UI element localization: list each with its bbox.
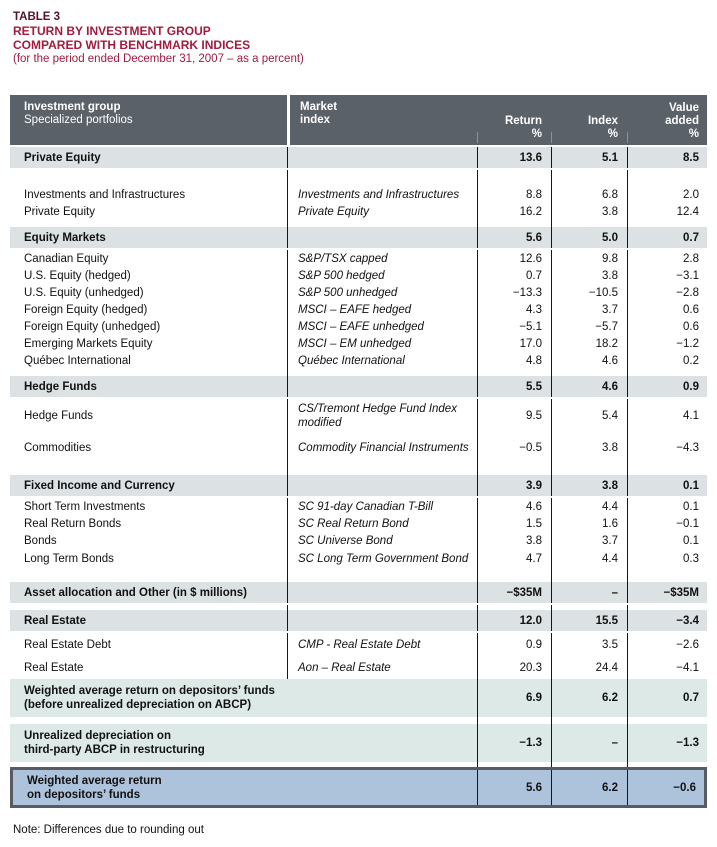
return-cell: 13.6 [477, 147, 551, 168]
table-row-total [10, 679, 707, 717]
investment-group-cell: Québec International [24, 354, 131, 367]
header-return-label: Return [504, 115, 542, 127]
investment-group-cell: Canadian Equity [24, 252, 109, 265]
table-row-detail [10, 549, 707, 569]
index-cell: 3.8 [551, 267, 627, 284]
investment-group-cell: U.S. Equity (hedged) [24, 269, 131, 282]
table-row-total [10, 724, 707, 762]
table-row-gap [10, 369, 707, 376]
value-added-cell: 0.3 [627, 549, 707, 569]
gap-cell [287, 463, 477, 475]
value-added-cell: 2.8 [627, 250, 707, 267]
table-row-detail [10, 399, 707, 433]
return-cell: 12.6 [477, 250, 551, 267]
market-index-cell [287, 227, 477, 248]
gap-cell [287, 220, 477, 227]
gap-cell [627, 369, 707, 376]
gap-cell [627, 463, 707, 475]
investment-group-cell: Bonds [24, 534, 57, 547]
return-cell: 6.9 [477, 679, 551, 717]
value-added-cell: −4.3 [627, 433, 707, 463]
header-value-added [627, 95, 707, 145]
index-cell: 3.7 [551, 532, 627, 549]
return-cell: 17.0 [477, 335, 551, 352]
index-cell: 3.5 [551, 633, 627, 656]
investment-group-cell: Foreign Equity (unhedged) [24, 320, 161, 333]
gap-cell [551, 463, 627, 475]
gap-cell [10, 569, 287, 582]
return-cell: −5.1 [477, 318, 551, 335]
index-cell: 18.2 [551, 335, 627, 352]
gap-cell [287, 170, 477, 186]
index-cell: 6.2 [551, 770, 627, 805]
gap-cell [477, 170, 551, 186]
index-cell: 6.2 [551, 679, 627, 717]
table-row-detail [10, 318, 707, 335]
return-cell: 3.9 [477, 475, 551, 496]
gap-cell [551, 220, 627, 227]
return-cell: 5.6 [477, 770, 551, 805]
gap-cell [10, 369, 287, 376]
gap-cell [10, 717, 477, 724]
return-cell: −0.5 [477, 433, 551, 463]
market-index-cell: MSCI – EM unhedged [287, 335, 477, 352]
header-market-index-line2: index [300, 114, 331, 126]
market-index-cell: SC Long Term Government Bond [287, 549, 477, 569]
market-index-cell: CS/Tremont Hedge Fund Index modified [287, 399, 477, 433]
investment-group-cell: Investments and Infrastructures [24, 188, 186, 201]
investment-group-cell [10, 724, 477, 762]
investment-group-cell-line: third-party ABCP in restructuring [24, 744, 205, 756]
return-cell: −$35M [477, 582, 551, 603]
market-index-cell [287, 610, 477, 631]
return-cell: 4.3 [477, 301, 551, 318]
index-cell: −10.5 [551, 284, 627, 301]
table-row-section [10, 582, 707, 603]
investment-group-cell: Short Term Investments [24, 500, 146, 513]
investment-group-cell-line: Unrealized depreciation on [24, 730, 171, 742]
header-return [477, 95, 551, 145]
value-added-cell: 0.6 [627, 318, 707, 335]
value-added-cell: 0.2 [627, 352, 707, 369]
header-market-index [287, 95, 477, 145]
market-index-cell: Québec International [287, 352, 477, 369]
market-index-cell [287, 147, 477, 168]
table-row-detail [10, 250, 707, 267]
header-return-pct: % [531, 128, 542, 140]
table-row-detail [10, 352, 707, 369]
table-row-detail [10, 301, 707, 318]
table-row-gap [10, 463, 707, 475]
value-added-cell: −2.8 [627, 284, 707, 301]
footnote: Note: Differences due to rounding out [13, 824, 204, 836]
index-cell: 3.7 [551, 301, 627, 318]
gap-cell [551, 569, 627, 582]
market-index-cell: S&P/TSX capped [287, 250, 477, 267]
value-added-cell: 2.0 [627, 186, 707, 203]
header-index-label: Index [587, 115, 618, 127]
market-index-cell: MSCI – EAFE unhedged [287, 318, 477, 335]
value-added-cell: 0.1 [627, 475, 707, 496]
table-row-detail [10, 284, 707, 301]
investment-group-cell: Foreign Equity (hedged) [24, 303, 148, 316]
return-cell: 16.2 [477, 203, 551, 220]
value-added-cell: −4.1 [627, 656, 707, 679]
gap-cell [10, 762, 477, 767]
investment-group-cell: Real Estate [24, 614, 87, 627]
market-index-cell: Private Equity [287, 203, 477, 220]
gap-cell [287, 369, 477, 376]
index-cell: – [551, 582, 627, 603]
table-row-gap [10, 569, 707, 582]
value-added-cell: 0.1 [627, 532, 707, 549]
index-cell: 4.6 [551, 376, 627, 397]
return-cell: 9.5 [477, 399, 551, 433]
title-block [13, 10, 304, 66]
market-index-cell [287, 582, 477, 603]
investment-group-cell-line: (before unrealized depreciation on ABCP) [24, 699, 252, 711]
investment-group-cell: Commodities [24, 442, 92, 454]
gap-cell [10, 463, 287, 475]
index-cell: 9.8 [551, 250, 627, 267]
index-cell: 3.8 [551, 475, 627, 496]
investment-group-cell: U.S. Equity (unhedged) [24, 286, 144, 299]
table-row-detail [10, 335, 707, 352]
table-header [10, 95, 707, 145]
index-cell: 6.8 [551, 186, 627, 203]
market-index-cell: MSCI – EAFE hedged [287, 301, 477, 318]
gap-cell [627, 220, 707, 227]
table-row-gap [10, 220, 707, 227]
table-row-detail [10, 633, 707, 656]
gap-cell [627, 762, 707, 767]
market-index-cell: CMP - Real Estate Debt [287, 633, 477, 656]
gap-cell [551, 762, 627, 767]
return-cell: 4.7 [477, 549, 551, 569]
title-line-1: RETURN BY INVESTMENT GROUP [13, 24, 211, 38]
value-added-cell: −0.6 [627, 770, 704, 805]
index-cell: 24.4 [551, 656, 627, 679]
table-row-section [10, 376, 707, 397]
index-cell: 4.6 [551, 352, 627, 369]
gap-cell [477, 762, 551, 767]
investment-group-cell: Hedge Funds [24, 410, 94, 422]
investment-group-cell [10, 679, 477, 717]
value-added-cell: 12.4 [627, 203, 707, 220]
value-added-cell: 0.9 [627, 376, 707, 397]
value-added-cell: −0.1 [627, 515, 707, 532]
gap-cell [477, 369, 551, 376]
gap-cell [551, 717, 627, 724]
index-cell: 4.4 [551, 549, 627, 569]
table-row-detail [10, 203, 707, 220]
table-row-detail [10, 656, 707, 679]
market-index-cell [287, 376, 477, 397]
value-added-cell: 0.1 [627, 498, 707, 515]
table-row-section [10, 227, 707, 248]
gap-cell [551, 369, 627, 376]
market-index-cell: SC Universe Bond [287, 532, 477, 549]
investment-group-cell: Equity Markets [24, 231, 106, 244]
return-cell: 12.0 [477, 610, 551, 631]
gap-cell [477, 569, 551, 582]
index-cell: 3.8 [551, 433, 627, 463]
index-cell: 5.0 [551, 227, 627, 248]
index-cell: −5.7 [551, 318, 627, 335]
header-value-added-pct: % [688, 128, 699, 140]
return-cell: 0.7 [477, 267, 551, 284]
value-added-cell: 4.1 [627, 399, 707, 433]
index-cell: 5.4 [551, 399, 627, 433]
investment-group-cell: Asset allocation and Other (in $ millions) [24, 586, 248, 599]
market-index-cell: SC 91-day Canadian T-Bill [287, 498, 477, 515]
return-cell: 5.6 [477, 227, 551, 248]
value-added-cell: −3.4 [627, 610, 707, 631]
return-cell: 20.3 [477, 656, 551, 679]
table-row-gap [10, 762, 707, 767]
table-row-detail [10, 515, 707, 532]
header-index-pct: % [607, 128, 618, 140]
table-row-section [10, 475, 707, 496]
value-added-cell: 8.5 [627, 147, 707, 168]
investment-group-cell-line: on depositors’ funds [27, 788, 141, 801]
return-cell: 8.8 [477, 186, 551, 203]
gap-cell [627, 170, 707, 186]
investment-group-cell: Emerging Markets Equity [24, 337, 153, 350]
index-cell: – [551, 724, 627, 762]
gap-cell [627, 717, 707, 724]
market-index-cell [287, 475, 477, 496]
gap-cell [551, 170, 627, 186]
investment-group-cell: Hedge Funds [24, 380, 97, 393]
return-cell: −13.3 [477, 284, 551, 301]
index-cell: 3.8 [551, 203, 627, 220]
return-cell: −1.3 [477, 724, 551, 762]
return-cell: 4.6 [477, 498, 551, 515]
value-added-cell: −2.6 [627, 633, 707, 656]
header-value-added-line1: Value [668, 102, 699, 114]
investment-group-cell: Fixed Income and Currency [24, 479, 175, 492]
table-row-detail [10, 433, 707, 463]
value-added-cell: −1.2 [627, 335, 707, 352]
value-added-cell: 0.7 [627, 679, 707, 717]
title-line-2: COMPARED WITH BENCHMARK INDICES [13, 38, 251, 52]
header-index [551, 95, 627, 145]
table-row-detail [10, 532, 707, 549]
index-cell: 1.6 [551, 515, 627, 532]
value-added-cell: −1.3 [627, 724, 707, 762]
gap-cell [477, 717, 551, 724]
table-row-detail [10, 498, 707, 515]
market-index-cell: SC Real Return Bond [287, 515, 477, 532]
investment-group-cell-line: Weighted average return on depositors’ funds [24, 685, 275, 697]
header-investment-group-line1: Investment group [24, 101, 121, 113]
gap-cell [627, 569, 707, 582]
return-cell: 5.5 [477, 376, 551, 397]
header-market-index-line1: Market [300, 101, 338, 113]
gap-cell [477, 220, 551, 227]
value-added-cell: 0.7 [627, 227, 707, 248]
market-index-cell: Aon – Real Estate [287, 656, 477, 679]
table-row-detail [10, 186, 707, 203]
return-cell: 0.9 [477, 633, 551, 656]
market-index-cell: Investments and Infrastructures [287, 186, 477, 203]
investment-group-cell: Long Term Bonds [24, 553, 114, 565]
gap-cell [477, 463, 551, 475]
value-added-cell: −$35M [627, 582, 707, 603]
header-value-added-line2: added [665, 115, 699, 127]
table-row-section [10, 147, 707, 168]
investment-group-cell: Real Estate Debt [24, 638, 111, 651]
value-added-cell: 0.6 [627, 301, 707, 318]
investment-group-cell: Real Return Bonds [24, 517, 122, 530]
value-added-cell: −3.1 [627, 267, 707, 284]
table-body [10, 147, 707, 808]
market-index-cell: S&P 500 unhedged [287, 284, 477, 301]
index-cell: 4.4 [551, 498, 627, 515]
table-row-gap [10, 170, 707, 186]
investment-group-cell: Private Equity [24, 151, 101, 164]
title-subtitle: (for the period ended December 31, 2007 – as a percent) [13, 53, 304, 65]
table-row-detail [10, 267, 707, 284]
gap-cell [10, 170, 287, 186]
investment-group-cell: Private Equity [24, 205, 95, 218]
table-row-section [10, 610, 707, 631]
header-investment-group-line2: Specialized portfolios [24, 114, 133, 126]
market-index-cell: S&P 500 hedged [287, 267, 477, 284]
returns-table [10, 95, 707, 808]
table-row-grand [10, 767, 707, 808]
market-index-cell: Commodity Financial Instruments [287, 433, 477, 463]
investment-group-cell [13, 770, 477, 805]
gap-cell [287, 569, 477, 582]
header-investment-group [10, 95, 287, 145]
return-cell: 4.8 [477, 352, 551, 369]
index-cell: 5.1 [551, 147, 627, 168]
index-cell: 15.5 [551, 610, 627, 631]
return-cell: 1.5 [477, 515, 551, 532]
return-cell: 3.8 [477, 532, 551, 549]
gap-cell [10, 220, 287, 227]
investment-group-cell-line: Weighted average return [27, 774, 162, 787]
table-label: TABLE 3 [13, 11, 61, 23]
table-row-gap [10, 717, 707, 724]
investment-group-cell: Real Estate [24, 661, 84, 674]
